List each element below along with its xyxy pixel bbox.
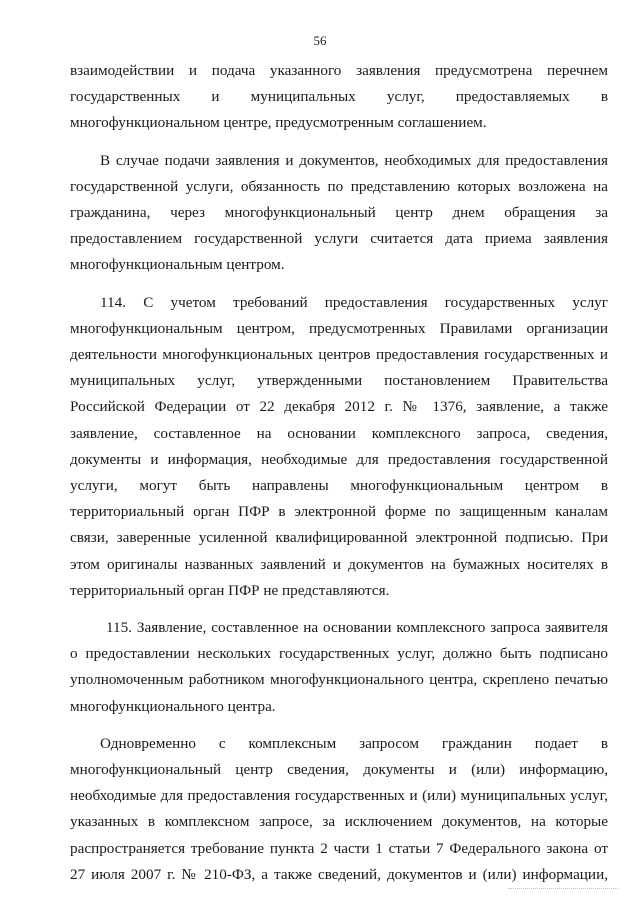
page-number: 56 (313, 33, 327, 48)
paragraph-2 (70, 148, 608, 279)
text-line: многофункциональным центром, предусмотренных Правилами организации (70, 319, 608, 337)
paragraph-5 (70, 731, 608, 888)
text-line: многофункционального центра. (70, 697, 276, 715)
text-line: гражданина, через многофункциональный центр днем обращения за (70, 204, 608, 222)
text-line: деятельности многофункциональных центров предоставления государственных и (70, 346, 608, 364)
text-line: уполномоченным работником многофункционального центра, скреплено печатью (70, 671, 608, 689)
text-line: документы и информация, необходимые для предоставления государственной (70, 450, 608, 468)
text-line: указанных в комплексном запросе, за исключением документов, на которые (70, 813, 608, 831)
text-line: государственных и муниципальных услуг, предоставляемых в (70, 88, 608, 106)
text-line: Российской Федерации от 22 декабря 2012 г. № 1376, заявление, а также (70, 398, 608, 416)
text-line: 114. С учетом требований предоставления государственных услуг (100, 293, 608, 311)
text-line: В случае подачи заявления и документов, необходимых для предоставления (100, 151, 608, 169)
paragraph-3 (70, 290, 608, 604)
text-line: услуги, могут быть направлены многофункциональным центром в (70, 477, 608, 495)
text-line: Одновременно с комплексным запросом гражданин подает в (100, 734, 608, 752)
text-line: территориальный орган ПФР не представляются. (70, 581, 390, 599)
text-line: взаимодействии и подача указанного заявления предусмотрена перечнем (70, 62, 608, 79)
text-line: многофункциональном центре, предусмотренным соглашением. (70, 114, 487, 132)
text-line: распространяется требование пункта 2 части 1 статьи 7 Федерального закона от (70, 839, 608, 857)
paragraph-1 (70, 58, 608, 137)
text-line: этом оригиналы названных заявлений и документов на бумажных носителях в (70, 555, 608, 573)
scan-artifact (508, 888, 618, 895)
text-line: многофункциональный центр сведения, документы и (или) информацию, (70, 761, 608, 779)
text-line: многофункциональным центром. (70, 256, 285, 274)
text-line: 115. Заявление, составленное на основании комплексного запроса заявителя (106, 619, 608, 637)
text-line: о предоставлении нескольких государственных услуг, должно быть подписано (70, 645, 608, 663)
text-line: заявление, составленное на основании комплексного запроса, сведения, (70, 424, 608, 442)
text-line: муниципальных услуг, утвержденными постановлением Правительства (70, 372, 608, 390)
text-line: государственной услуги, обязанность по представлению которых возложена на (70, 177, 608, 195)
text-line: предоставлением государственной услуги считается дата приема заявления (70, 230, 608, 248)
text-line: 27 июля 2007 г. № 210-ФЗ, а также сведений, документов и (или) информации, (70, 865, 608, 883)
text-line: территориальный орган ПФР в электронной форме по защищенным каналам (70, 503, 608, 521)
paragraph-4 (70, 615, 608, 720)
text-line: необходимые для предоставления государственных и (или) муниципальных услуг, (70, 787, 608, 805)
document-body (70, 58, 608, 888)
text-line: связи, заверенные усиленной квалифицированной электронной подписью. При (70, 529, 608, 547)
